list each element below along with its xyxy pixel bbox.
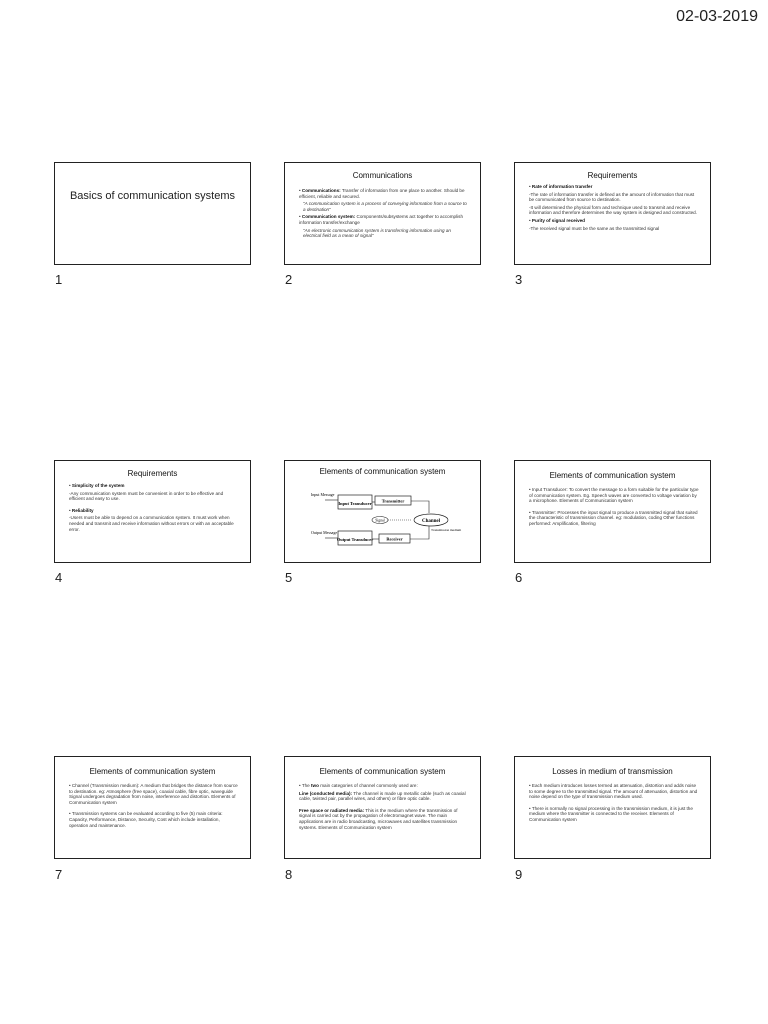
slide-number: 2 — [285, 272, 293, 287]
slide-title: Communications — [352, 171, 413, 180]
bullet: • Channel (Transmission medium): A medium that bridges the distance from source to destination. eg: Atmosphere (free space), coaxial cable, fibre optic, waveguide Signal undergoes degradation from noise, interference and distortion. Elements of Communication system — [69, 783, 238, 805]
paragraph: -The rate of information transfer is defined as the amount of information that must be communicated from source to destination. — [529, 191, 695, 203]
bullet: • Transmission systems can be evaluated according to five (5) main criteria: Capacity, Performance, Distance, Security, Cost which include installation, operation and maintenance. — [69, 811, 223, 828]
slide-number: 7 — [55, 867, 63, 882]
slide-number: 6 — [515, 570, 523, 585]
bullet: • Each medium introduces losses termed as attenuation, distortion and adds noise to some degree to the transmitted signal. The amount of attenuation, distortion and noise depend on the type of transmission medium used. — [529, 783, 698, 800]
bullet: • Transmitter: Processes the input signal to produce a transmitted signal that suited the characteristic of transmission channel. eg: modulation, coding Other functions performed: Amplification, filtering — [529, 509, 698, 526]
receiver-label: Receiver — [386, 536, 403, 542]
slide-9 — [514, 756, 711, 859]
transmitter-label: Transmitter — [381, 498, 405, 504]
slide-number: 1 — [55, 272, 63, 287]
quote: "A communication system is a process of conveying information from a source to a destination" — [303, 201, 467, 212]
paragraph: Free space or radiated media: This is the medium where the transmission of signal is carried out by the propagation of electromagnet wave. The main applications are in radio broadcasting, microwaves and satellites transmission systems. Elements of Communication system — [299, 807, 458, 830]
communication-system-diagram — [309, 481, 469, 561]
slide-number: 8 — [285, 867, 293, 882]
signal-label: Signal — [375, 518, 385, 523]
output-transducer-label: Output Transducer — [336, 537, 374, 542]
slide-8 — [284, 756, 481, 859]
slide-title: Elements of communication system — [549, 471, 676, 480]
slide-5 — [284, 460, 481, 563]
transmission-medium-label: Transmission medium — [431, 528, 462, 532]
slide-title: Requirements — [127, 469, 178, 478]
slide-number: 4 — [55, 570, 63, 585]
channel-label: Channel — [421, 519, 441, 524]
paragraph: Line (conducted media): The channel is made up metallic cable (such as coaxial cable, twisted pair, parallel wires, and others) or fibre optic cable. — [299, 790, 466, 802]
quote: "An electronic communication system is transferring information using an electrical field as a mean of signal" — [303, 227, 451, 239]
output-message-label: Output Message — [311, 530, 338, 535]
slide-title: Losses in medium of transmission — [552, 767, 673, 776]
slide-7 — [54, 756, 251, 859]
slide-number: 9 — [515, 867, 523, 882]
input-transducer-label: Input Transducer — [338, 501, 372, 506]
bullet: • Communication system: Components/subsystems act together to accomplish information transfer/exchange — [299, 214, 463, 225]
slide-3 — [514, 162, 711, 265]
paragraph: -Users must be able to depend on a communication system. It must work when needed and transmit and receive information without errors or with an acceptable error. — [69, 515, 234, 532]
slide-title: Elements of communication system — [319, 767, 446, 776]
bullet: • Purity of signal received — [529, 217, 585, 223]
page-date: 02-03-2019 — [676, 8, 758, 25]
paragraph: -It will determined the physical form and technique used to transmit and receive information and therefore determines the way system is designed and constructed. — [529, 204, 698, 216]
slide-6 — [514, 460, 711, 563]
slide-title: Elements of communication system — [89, 767, 216, 776]
bullet: • The two main categories of channel commonly used are: — [299, 783, 418, 788]
slide-title: Basics of communication systems — [69, 190, 236, 202]
slide-title: Elements of communication system — [319, 467, 446, 476]
slide-title: Requirements — [587, 171, 638, 180]
bullet: • Simplicity of the system — [69, 483, 125, 488]
bullet: • Input Transducer: To convert the message to a form suitable for the particular type of communication system. Eg. Speech waves are converted to voltage variation by a microphone. Elements of Communication system — [529, 487, 699, 504]
slide-2 — [284, 162, 481, 265]
bullet: • There is normally no signal processing in the transmission medium, it is just the medium where the transmitter is connected to the receiver. Elements of Communication system — [529, 805, 693, 822]
slide-1 — [54, 162, 251, 265]
bullet: • Communications: Transfer of information from one place to another. Should be efficient, reliable and secured. — [299, 188, 465, 199]
slide-number: 5 — [285, 570, 293, 585]
bullet: • Rate of information transfer — [529, 184, 593, 189]
bullet: • Reliability — [69, 507, 94, 513]
paragraph: -Any communication system must be convenient in order to be effective and efficient and easy to use. — [69, 490, 224, 502]
slide-4 — [54, 460, 251, 563]
slide-number: 3 — [515, 272, 523, 287]
input-message-label: Input Message — [311, 492, 335, 497]
paragraph: -The received signal must be the same as the transmitted signal — [529, 225, 660, 231]
